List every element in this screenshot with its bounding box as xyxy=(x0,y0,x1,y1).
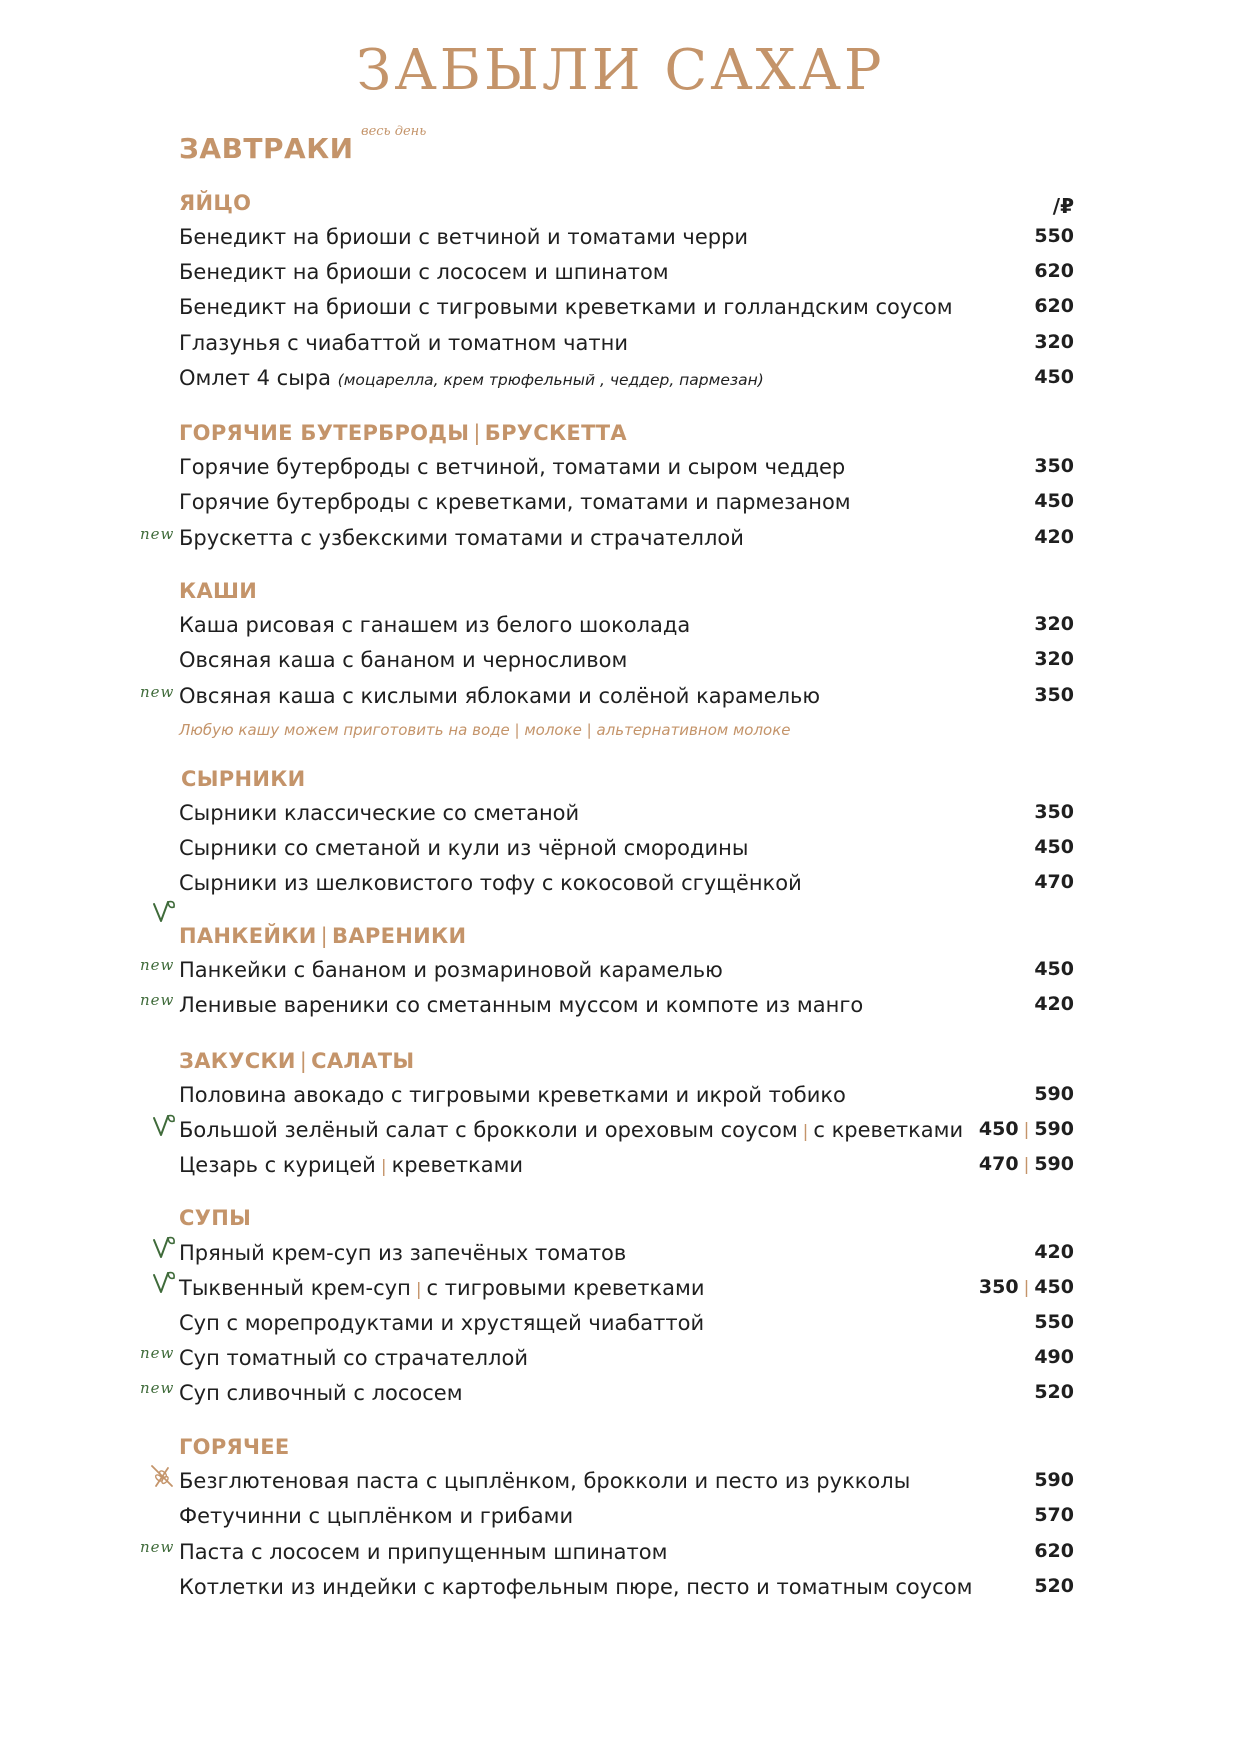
divider: | xyxy=(1023,1120,1030,1140)
vegan-leaf-icon xyxy=(151,1269,177,1295)
menu-item xyxy=(179,958,1074,988)
menu-item xyxy=(179,1311,1074,1341)
divider: | xyxy=(1023,1278,1030,1298)
item-price: 520 xyxy=(1034,1381,1074,1403)
item-name: Паста с лососем и припущенным шпинатом xyxy=(179,1540,668,1564)
item-name: Суп сливочный с лососем xyxy=(179,1381,463,1405)
new-label-icon: new xyxy=(140,991,175,1009)
item-name: Овсяная каша с бананом и черносливом xyxy=(179,648,628,672)
item-name: Половина авокадо с тигровыми креветками и икрой тобико xyxy=(179,1083,846,1107)
item-name-text: Тыквенный крем-суп xyxy=(179,1276,411,1300)
item-name-text: Омлет 4 сыра xyxy=(179,366,331,390)
item-name xyxy=(179,1276,705,1300)
category-title-part: ВАРЕНИКИ xyxy=(332,924,467,948)
menu-item xyxy=(179,1153,1074,1183)
category-title-part: ГОРЯЧИЕ БУТЕРБРОДЫ xyxy=(179,421,470,445)
item-name: Бенедикт на бриоши с лососем и шпинатом xyxy=(179,260,669,284)
menu-item xyxy=(179,1469,1074,1499)
new-label-icon: new xyxy=(140,1538,175,1556)
item-name xyxy=(179,1153,523,1177)
vegan-leaf-icon xyxy=(151,1112,177,1138)
category-title-part: БРУСКЕТТА xyxy=(484,421,627,445)
item-price: 450 xyxy=(1034,490,1074,512)
item-price: 350 xyxy=(1034,455,1074,477)
price-value: 350 xyxy=(978,1276,1019,1298)
item-price xyxy=(979,1276,1074,1298)
item-name: Суп томатный со страчателлой xyxy=(179,1346,528,1370)
price-value: 470 xyxy=(978,1153,1019,1175)
item-price: 550 xyxy=(1034,225,1074,247)
item-name: Сырники из шелковистого тофу с кокосовой сгущёнкой xyxy=(179,871,802,895)
gluten-free-wheat-icon xyxy=(148,1462,176,1490)
price-value: 450 xyxy=(978,1118,1019,1140)
menu-item xyxy=(179,1381,1074,1411)
new-label-icon: new xyxy=(140,956,175,974)
new-label-icon: new xyxy=(140,683,175,701)
item-price xyxy=(979,1153,1074,1175)
item-name xyxy=(179,1118,963,1142)
item-name-variant: креветками xyxy=(391,1153,524,1177)
menu-item xyxy=(179,801,1074,831)
category-title-part: ПАНКЕЙКИ xyxy=(179,924,317,948)
menu-item xyxy=(179,490,1074,520)
item-name: Суп с морепродуктами и хрустящей чиабаттой xyxy=(179,1311,705,1335)
item-price: 420 xyxy=(1034,1241,1074,1263)
vegan-leaf-icon xyxy=(151,1234,177,1260)
new-label-icon: new xyxy=(140,1379,175,1397)
menu-item xyxy=(179,455,1074,485)
menu-item xyxy=(179,1241,1074,1271)
item-name: Бенедикт на бриоши с ветчиной и томатами черри xyxy=(179,225,749,249)
item-description: (моцарелла, крем трюфельный , чеддер, пармезан) xyxy=(337,371,764,389)
menu-item xyxy=(179,684,1074,714)
item-name: Глазунья с чиабаттой и томатном чатни xyxy=(179,331,629,355)
item-price: 620 xyxy=(1034,295,1074,317)
menu-item xyxy=(179,295,1074,325)
item-price: 420 xyxy=(1034,993,1074,1015)
item-name: Фетучинни с цыплёнком и грибами xyxy=(179,1504,574,1528)
category-title-hot: ГОРЯЧЕЕ xyxy=(179,1435,290,1459)
item-name-text: Цезарь с курицей xyxy=(179,1153,376,1177)
item-name: Каша рисовая с ганашем из белого шоколада xyxy=(179,613,691,637)
item-name: Безглютеновая паста с цыплёнком, брокколи и песто из рукколы xyxy=(179,1469,911,1493)
new-label-icon: new xyxy=(140,1344,175,1362)
divider: | xyxy=(380,1157,387,1177)
item-price: 570 xyxy=(1034,1504,1074,1526)
item-name: Сырники со сметаной и кули из чёрной смородины xyxy=(179,836,749,860)
item-name-variant: с креветками xyxy=(813,1118,964,1142)
category-title-part: ЗАКУСКИ xyxy=(179,1049,296,1073)
item-price: 620 xyxy=(1034,1540,1074,1562)
section-note: весь день xyxy=(361,124,427,139)
price-value-variant: 590 xyxy=(1034,1118,1074,1140)
item-name: Брускетта с узбекскими томатами и страчателлой xyxy=(179,526,744,550)
category-title-syrniki: СЫРНИКИ xyxy=(181,767,306,791)
new-label-icon: new xyxy=(140,525,175,543)
divider: | xyxy=(473,421,481,445)
section-header xyxy=(179,124,427,165)
item-price: 450 xyxy=(1034,958,1074,980)
divider: | xyxy=(415,1280,422,1300)
menu-item xyxy=(179,871,1074,901)
item-name-variant: с тигровыми креветками xyxy=(426,1276,705,1300)
item-price: 490 xyxy=(1034,1346,1074,1368)
menu-item xyxy=(179,836,1074,866)
menu-item xyxy=(179,260,1074,290)
menu-item xyxy=(179,1346,1074,1376)
item-price: 590 xyxy=(1034,1083,1074,1105)
porridge-hint: Любую кашу можем приготовить на воде | молоке | альтернативном молоке xyxy=(179,721,791,739)
currency-label: /₽ xyxy=(1052,194,1074,218)
item-name: Ленивые вареники со сметанным муссом и компоте из манго xyxy=(179,993,864,1017)
category-title-part: САЛАТЫ xyxy=(311,1049,415,1073)
item-price: 320 xyxy=(1034,331,1074,353)
menu-item xyxy=(179,1504,1074,1534)
menu-item xyxy=(179,648,1074,678)
menu-item xyxy=(179,366,1074,396)
menu-item xyxy=(179,1575,1074,1605)
vegan-leaf-icon xyxy=(151,898,177,924)
item-name: Овсяная каша с кислыми яблоками и солёной карамелью xyxy=(179,684,821,708)
category-title-salads xyxy=(179,1049,414,1073)
menu-item xyxy=(179,613,1074,643)
item-price xyxy=(979,1118,1074,1140)
item-name: Котлетки из индейки с картофельным пюре, песто и томатным соусом xyxy=(179,1575,973,1599)
item-name: Горячие бутерброды с креветками, томатами и пармезаном xyxy=(179,490,851,514)
menu-item xyxy=(179,993,1074,1023)
restaurant-logo: ЗАБЫЛИ САХАР xyxy=(356,38,885,103)
item-price: 450 xyxy=(1034,836,1074,858)
divider: | xyxy=(320,924,329,948)
category-title-sandwiches xyxy=(179,421,627,445)
category-title-eggs: ЯЙЦО xyxy=(179,191,252,215)
divider: | xyxy=(802,1122,809,1142)
item-price: 550 xyxy=(1034,1311,1074,1333)
category-title-soups: СУПЫ xyxy=(179,1206,252,1230)
item-price: 420 xyxy=(1034,526,1074,548)
item-price: 590 xyxy=(1034,1469,1074,1491)
divider: | xyxy=(299,1049,308,1073)
item-price: 320 xyxy=(1034,613,1074,635)
item-name: Сырники классические со сметаной xyxy=(179,801,580,825)
menu-item xyxy=(179,1540,1074,1570)
item-name: Горячие бутерброды с ветчиной, томатами и сыром чеддер xyxy=(179,455,846,479)
category-title-porridge: КАШИ xyxy=(179,579,258,603)
section-title: ЗАВТРАКИ xyxy=(179,132,354,165)
item-name: Бенедикт на бриоши с тигровыми креветками и голландским соусом xyxy=(179,295,953,319)
item-price: 620 xyxy=(1034,260,1074,282)
menu-item xyxy=(179,225,1074,255)
item-name-text: Большой зелёный салат с брокколи и ореховым соусом xyxy=(179,1118,798,1142)
menu-item xyxy=(179,331,1074,361)
menu-item xyxy=(179,526,1074,556)
price-value-variant: 590 xyxy=(1034,1153,1074,1175)
category-title-pancakes xyxy=(179,924,466,948)
divider: | xyxy=(1023,1155,1030,1175)
item-name: Пряный крем-суп из запечёных томатов xyxy=(179,1241,627,1265)
item-price: 470 xyxy=(1034,871,1074,893)
item-name: Панкейки с бананом и розмариновой карамелью xyxy=(179,958,723,982)
item-name xyxy=(179,366,764,390)
item-price: 520 xyxy=(1034,1575,1074,1597)
menu-item xyxy=(179,1118,1074,1148)
item-price: 350 xyxy=(1034,684,1074,706)
menu-item xyxy=(179,1276,1074,1306)
item-price: 450 xyxy=(1034,366,1074,388)
price-value-variant: 450 xyxy=(1034,1276,1074,1298)
item-price: 320 xyxy=(1034,648,1074,670)
item-price: 350 xyxy=(1034,801,1074,823)
menu-item xyxy=(179,1083,1074,1113)
